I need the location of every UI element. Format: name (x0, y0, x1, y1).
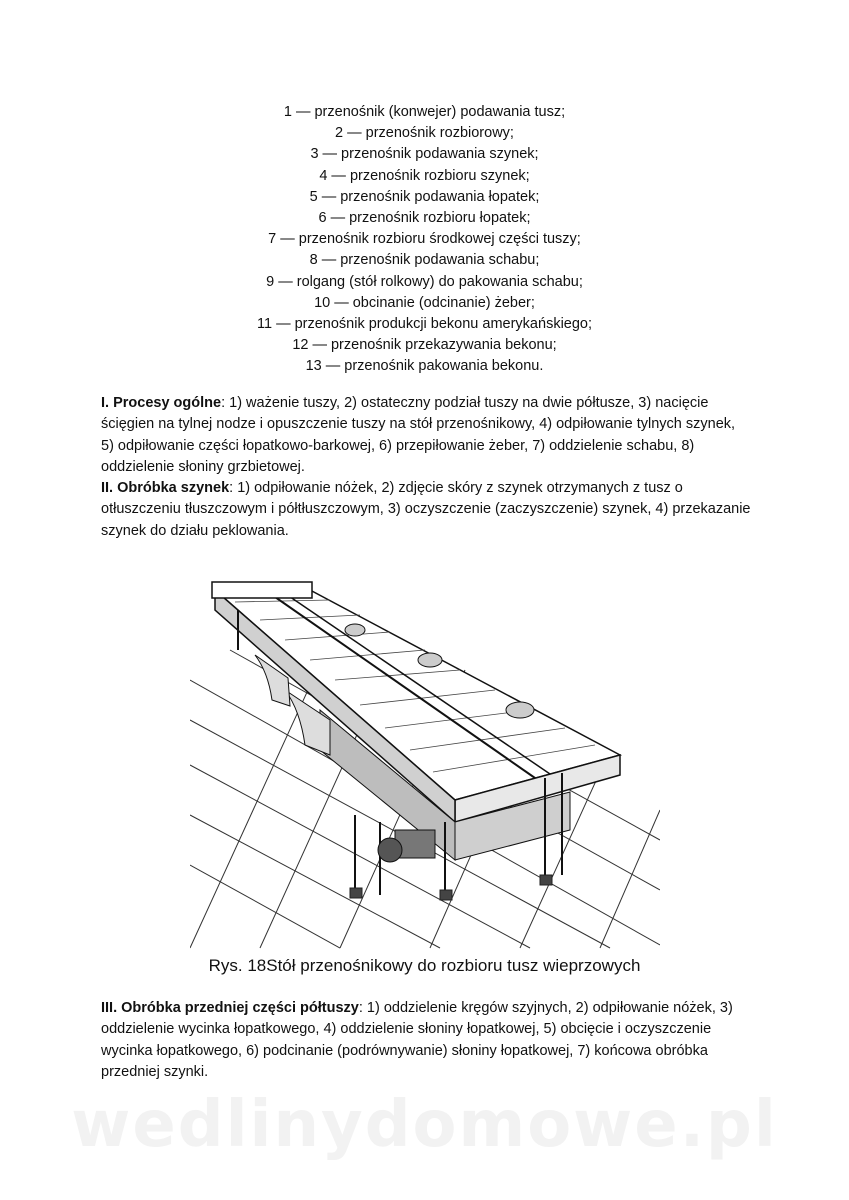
legend-item: 6 — przenośnik rozbioru łopatek; (318, 210, 531, 227)
legend-list (0, 102, 849, 378)
legend-item: 8 — przenośnik podawania schabu; (309, 252, 540, 269)
legend-item: 9 — rolgang (stół rolkowy) do pakowania schabu; (266, 273, 583, 290)
section-front-processing (101, 998, 751, 1083)
conveyor-table-illustration (190, 560, 660, 950)
legend-item: 4 — przenośnik rozbioru szynek; (319, 167, 530, 184)
section-ham-processing (101, 478, 751, 542)
legend-item: 3 — przenośnik podawania szynek; (310, 146, 539, 163)
legend-item: 5 — przenośnik podawania łopatek; (309, 188, 540, 205)
section-heading: III. Obróbka przedniej części półtuszy (101, 1000, 359, 1016)
section-text: : 1) ważenie tuszy, 2) ostateczny podział tuszy na dwie półtusze, 3) nacięcie ścięgien na tylnej nodze i opuszczenie tuszy na stół przenośnikowy, 4) odpiłowanie tylnych szynek, 5) odpiłowanie części łopatkowo-barkowej, 6) przepiłowanie żeber, 7) oddzielenie schabu, 8) oddzielenie słoniny grzbietowej. (101, 395, 736, 475)
section-text: : 1) odpiłowanie nóżek, 2) zdjęcie skóry z szynek otrzymanych z tusz o otłuszczeniu tłuszczowym i półtłuszczowym, 3) oczyszczenie (zaczyszczenie) szynek, 4) przekazanie szynek do działu peklowania. (101, 480, 751, 539)
watermark: wedlinydomowe.pl (71, 1088, 778, 1162)
legend-item: 11 — przenośnik produkcji bekonu amerykańskiego; (256, 316, 593, 333)
section-heading: II. Obróbka szynek (101, 480, 230, 496)
legend-item: 12 — przenośnik przekazywania bekonu; (292, 337, 557, 354)
legend-item: 2 — przenośnik rozbiorowy; (335, 125, 514, 142)
section-heading: I. Procesy ogólne (101, 395, 222, 411)
section-general-processes (101, 393, 751, 478)
legend-item: 10 — obcinanie (odcinanie) żeber; (314, 294, 535, 311)
figure-caption: Rys. 18Stół przenośnikowy do rozbioru tusz wieprzowych (208, 956, 641, 975)
legend-item: 7 — przenośnik rozbioru środkowej części tuszy; (268, 231, 581, 248)
legend-item: 13 — przenośnik pakowania bekonu. (305, 358, 544, 375)
legend-item: 1 — przenośnik (konwejer) podawania tusz; (283, 104, 566, 120)
section-text: : 1) oddzielenie kręgów szyjnych, 2) odpiłowanie nóżek, 3) oddzielenie wycinka łopatkowego, 4) oddzielenie słoniny łopatkowej, 5) obcięcie i oczyszczenie wycinka łopatkowego, 6) podcinanie (podrównywanie) słoniny łopatkowej, 7) końcowa obróbka przedniej szynki. (101, 1000, 733, 1080)
